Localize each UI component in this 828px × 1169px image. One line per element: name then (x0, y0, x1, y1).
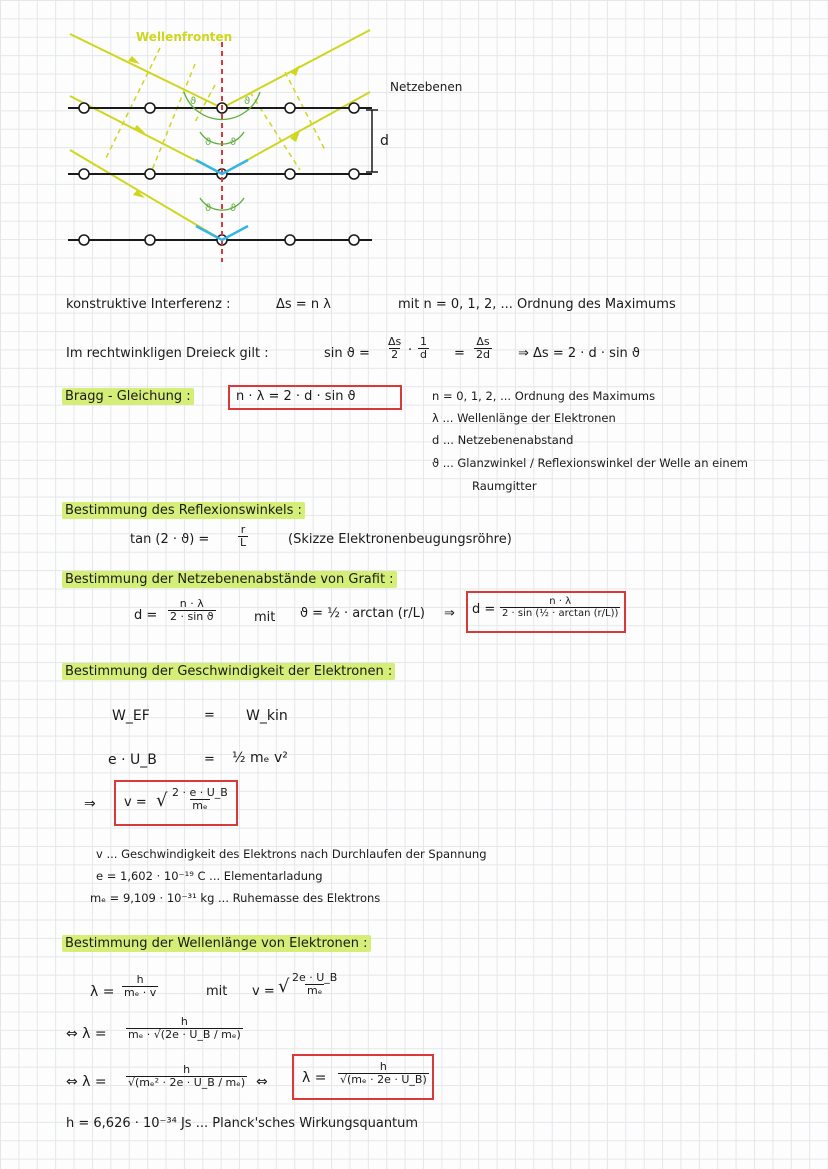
reflexionswinkel-frac: $\frac{r}{L}$ (240, 523, 247, 550)
geschwindigkeit-heading: Bestimmung der Geschwindigkeit der Elektronen : (62, 664, 395, 680)
bragg-legend-theta: ϑ ... Glanzwinkel / Reflexionswinkel der Welle an einem (432, 456, 748, 470)
triangle-frac-1: $\frac{\Delta s}{2}$ (388, 335, 402, 362)
angle-label-4: ϑ (230, 137, 237, 148)
netzebenen-boxed-frac: $\frac{n \cdot \lambda}{\text{2 · sin (½ · arctan (r/L))}}$ (502, 596, 619, 619)
wavelength-boxed-frac: $\frac{h}{\text{√(mₑ · 2e · U\_B)}}$ (340, 1060, 427, 1087)
netzebenen-heading: Bestimmung der Netzebenenabstände von Grafit : (62, 572, 397, 588)
geschwindigkeit-l2-lhs: e · U_B (108, 752, 157, 768)
angle-label-5: ϑ (205, 203, 212, 214)
geschwindigkeit-l2-rhs: ½ mₑ v² (232, 750, 288, 766)
reflexionswinkel-heading: Bestimmung des Reflexionswinkels : (62, 503, 305, 519)
geschwindigkeit-arrow: ⇒ (84, 796, 96, 812)
bragg-diagram (0, 0, 828, 270)
wellenlaenge-l1-lhs: λ = (90, 984, 115, 1000)
bragg-legend-n: n = 0, 1, 2, ... Ordnung des Maximums (432, 389, 656, 403)
netzebenen-arrow: ⇒ (444, 606, 455, 621)
interference-condition: mit n = 0, 1, 2, ... Ordnung des Maximums (398, 297, 676, 312)
interference-formula: Δs = n λ (276, 297, 331, 312)
netzebenen-theta: ϑ = ½ · arctan (r/L) (300, 606, 425, 621)
d-marker (366, 110, 378, 172)
label-netzebenen: Netzebenen (390, 80, 463, 94)
triangle-frac-3: $\frac{\Delta s}{2d}$ (476, 335, 490, 362)
bragg-heading: Bragg - Gleichung : (62, 389, 194, 405)
angle-label-1: ϑ (190, 96, 197, 107)
planck-constant: h = 6,626 · 10⁻³⁴ Js ... Planck'sches Wirkungsquantum (66, 1116, 419, 1131)
velocity-lhs: v = (124, 795, 147, 810)
wavelength-boxed-lhs: λ = (302, 1070, 327, 1086)
angle-label-3: ϑ (205, 137, 212, 148)
interference-label: konstruktive Interferenz : (66, 297, 231, 312)
netzebenen-mit: mit (254, 610, 276, 625)
triangle-lhs: sin ϑ = (324, 346, 370, 361)
bragg-legend-d: d ... Netzebenenabstand (432, 433, 574, 447)
wellenlaenge-l2-lhs: ⇔ λ = (66, 1026, 107, 1042)
incoming-beam-1 (70, 34, 222, 108)
bragg-formula-box (228, 385, 402, 410)
geschwindigkeit-legend-me: mₑ = 9,109 · 10⁻³¹ kg ... Ruhemasse des Elektrons (90, 891, 381, 905)
geschwindigkeit-legend-v: v ... Geschwindigkeit des Elektrons nach Durchlaufen der Spannung (96, 847, 487, 861)
geschwindigkeit-legend-e: e = 1,602 · 10⁻¹⁹ C ... Elementarladung (96, 869, 323, 883)
angle-label-2: ϑ (244, 96, 251, 107)
netzebenen-boxed-lhs: d = (472, 602, 496, 617)
angle-label-6: ϑ (230, 203, 237, 214)
netzebenen-frac: $\frac{n \cdot \lambda}{\text{2 · sin ϑ}}$ (170, 597, 214, 624)
wellenlaenge-heading: Bestimmung der Wellenlänge von Elektronen : (62, 936, 371, 952)
geschwindigkeit-l1-eq: = (204, 708, 215, 723)
geschwindigkeit-l1-lhs: W_EF (112, 708, 150, 724)
label-wellenfronten: Wellenfronten (136, 30, 233, 44)
triangle-dot: · (408, 343, 413, 358)
velocity-result-box (114, 780, 238, 826)
wellenlaenge-l3-lhs: ⇔ λ = (66, 1074, 107, 1090)
label-d: d (380, 133, 389, 149)
wellenlaenge-v-frac: $\frac{2e \cdot U\_B}{\text{mₑ}}$ (292, 971, 338, 998)
velocity-frac: $\frac{2 \cdot e \cdot U\_B}{\text{mₑ}}$ (172, 786, 228, 813)
triangle-label: Im rechtwinkligen Dreieck gilt : (66, 346, 269, 361)
wellenlaenge-v-lhs: v = (252, 984, 275, 999)
triangle-eq: = (454, 346, 465, 361)
triangle-result: ⇒ Δs = 2 · d · sin ϑ (518, 346, 640, 361)
netzebenen-lhs: d = (134, 608, 158, 623)
wellenlaenge-mit: mit (206, 984, 228, 999)
bragg-legend-lambda: λ ... Wellenlänge der Elektronen (432, 411, 616, 425)
reflexionswinkel-note: (Skizze Elektronenbeugungsröhre) (288, 532, 512, 547)
wellenlaenge-l3-frac: $\frac{h}{\text{√(mₑ² · 2e · U\_B / mₑ)}}$ (128, 1063, 246, 1090)
geschwindigkeit-l1-rhs: W_kin (246, 708, 288, 724)
wellenlaenge-l2-frac: $\frac{h}{\text{mₑ · √(2e · U\_B / mₑ)}}$ (128, 1015, 241, 1042)
netzebenen-result-box (466, 591, 626, 633)
wellenlaenge-l1-frac: $\frac{h}{\text{mₑ · v}}$ (124, 973, 157, 1000)
bragg-formula: n · λ = 2 · d · sin ϑ (236, 389, 356, 404)
reflexionswinkel-lhs: tan (2 · ϑ) = (130, 532, 210, 547)
geschwindigkeit-l2-eq: = (204, 752, 215, 767)
wavelength-result-box (292, 1054, 434, 1100)
triangle-frac-2: $\frac{1}{d}$ (420, 335, 427, 362)
wellenlaenge-sqrt-icon: √ (278, 976, 290, 997)
velocity-sqrt-icon: √ (156, 790, 168, 811)
wellenlaenge-equiv-arrow: ⇔ (256, 1074, 268, 1090)
bragg-legend-theta-cont: Raumgitter (472, 479, 537, 493)
